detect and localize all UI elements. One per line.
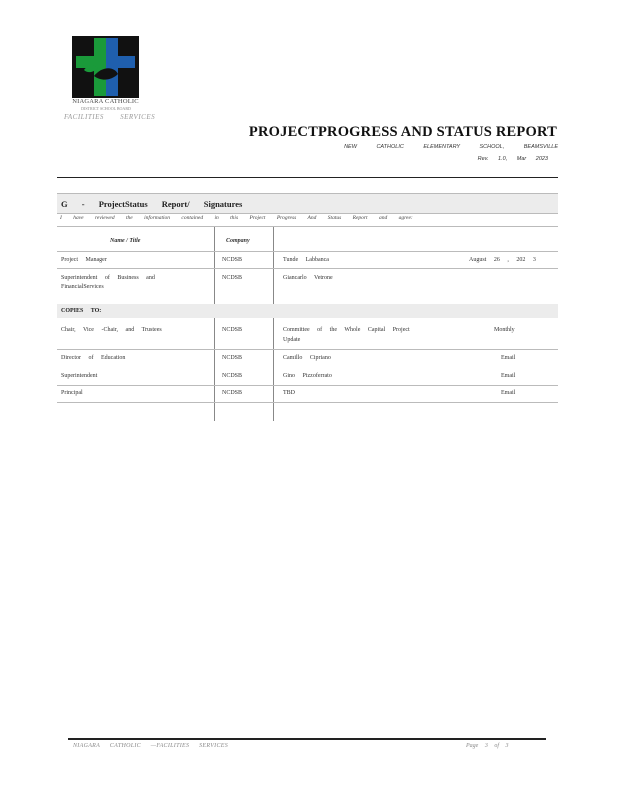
recipient-name-cont: Update (283, 337, 301, 343)
recipient-title: Director of Education (61, 355, 126, 361)
distribution-method: Email (501, 373, 516, 379)
distribution-method: Email (501, 390, 516, 396)
header-divider (57, 177, 558, 178)
recipient-name: Committee of the Whole Capital Project (283, 327, 410, 333)
signature-date: August 26 , 202 3 (469, 257, 536, 263)
row-divider (57, 268, 558, 269)
copies-title: COPIES TO: (61, 308, 102, 314)
recipient-company: NCDSB (222, 373, 243, 379)
review-statement: I have reviewed the information contained in this Project Progress And Status Report and agree: (60, 215, 413, 221)
recipient-title: Chair, Vice -Chair, and Trustees (61, 327, 162, 333)
recipient-company: NCDSB (222, 327, 243, 333)
report-subtitle: NEW CATHOLIC ELEMENTARY SCHOOL, BEAMSVILLE (344, 144, 558, 150)
signer-company: NCDSB (222, 275, 243, 281)
column-header-company: Company (226, 238, 250, 244)
distribution-method: Email (501, 355, 516, 361)
copies-divider-1 (214, 318, 215, 421)
signer-title-cont: FinancialServices (61, 284, 104, 290)
report-title: PROJECTPROGRESS AND STATUS REPORT (248, 124, 557, 140)
logo-text: NIAGARA CATHOLIC (72, 98, 139, 105)
recipient-company: NCDSB (222, 390, 243, 396)
section-header (57, 193, 558, 214)
row-divider (57, 402, 558, 403)
table-divider-2 (273, 227, 274, 304)
row-divider (57, 349, 558, 350)
recipient-name: Gino Pizzoferrato (283, 373, 332, 379)
signer-title: Superintendent of Business and (61, 275, 155, 281)
recipient-name: Camillo Cipriano (283, 355, 331, 361)
copies-divider-2 (273, 318, 274, 421)
review-divider (57, 226, 558, 227)
footer-organization: NIAGARA CATHOLIC —FACILITIES SERVICES (73, 743, 229, 749)
table-divider-1 (214, 227, 215, 304)
section-title: G - ProjectStatus Report/ Signatures (61, 199, 243, 209)
column-header-name-title: Name / Title (110, 238, 141, 244)
signer-name: Giancarlo Vetrone (283, 275, 333, 281)
copies-header (57, 304, 558, 318)
logo-subtext: DISTRICT SCHOOL BOARD (81, 106, 131, 111)
recipient-title: Superintendent (61, 373, 98, 379)
distribution-method: Monthly (494, 327, 515, 333)
signer-name: Tunde Labbanca (283, 257, 329, 263)
recipient-company: NCDSB (222, 355, 243, 361)
recipient-title: Principal (61, 390, 83, 396)
recipient-name: TBD (283, 390, 295, 396)
page-number: Page 3 of 3 (466, 743, 509, 749)
revision-label: Rev. 1.0, Mar 2023 (477, 156, 548, 162)
footer-divider (68, 738, 546, 740)
row-divider (57, 251, 558, 252)
row-divider (57, 385, 558, 386)
signer-title: Project Manager (61, 257, 107, 263)
facilities-services-label: FACILITIES SERVICES (64, 113, 156, 121)
signer-company: NCDSB (222, 257, 243, 263)
